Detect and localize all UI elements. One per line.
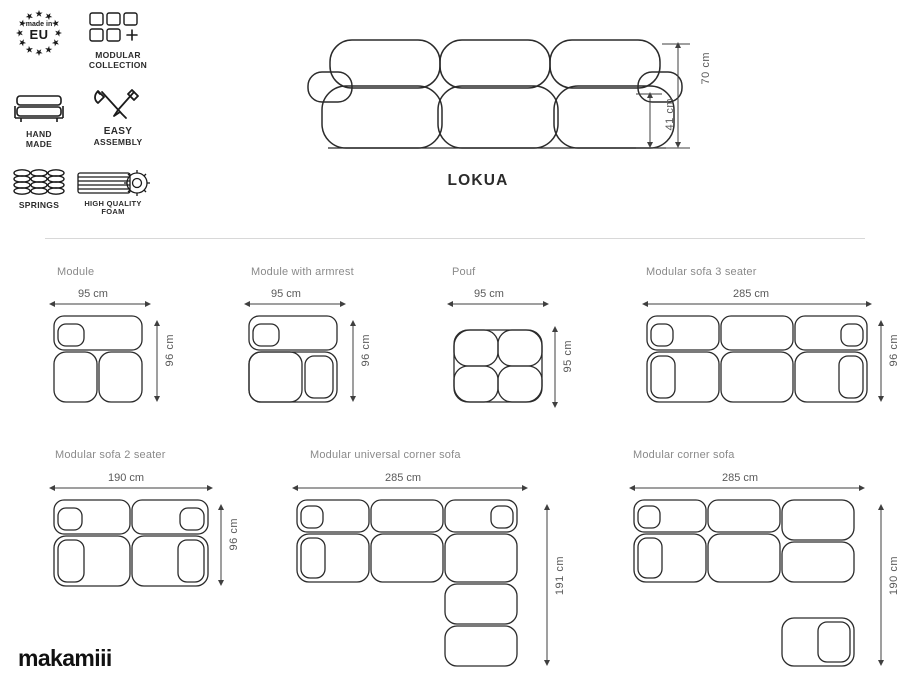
diagram-modular-sofa-2-seater bbox=[50, 496, 212, 591]
item-label-module-with-armrest: Module with armrest bbox=[251, 266, 354, 278]
dimension-depth-2-seater bbox=[214, 500, 228, 590]
depth-label-module-armrest: 96 cm bbox=[360, 334, 372, 367]
badge-hand-made bbox=[10, 90, 68, 149]
hero-seat-height-label: 41 cm bbox=[664, 98, 676, 131]
dimension-depth-module bbox=[150, 316, 164, 406]
foam-roll-icon bbox=[70, 168, 156, 198]
hero-total-height-label: 70 cm bbox=[700, 52, 712, 85]
dimension-depth-corner-sofa bbox=[874, 500, 888, 670]
diagram-pouf bbox=[450, 326, 546, 406]
badge-made-in-eu bbox=[8, 8, 70, 58]
dimension-depth-pouf bbox=[548, 322, 562, 412]
depth-label-universal-corner: 191 cm bbox=[554, 556, 566, 596]
badge-springs bbox=[8, 166, 70, 211]
hero-dimension-total-height bbox=[660, 36, 700, 156]
diagram-modular-corner-sofa bbox=[630, 496, 864, 672]
diagram-module bbox=[50, 312, 148, 407]
depth-label-module: 96 cm bbox=[164, 334, 176, 367]
width-label-corner-sofa: 285 cm bbox=[722, 472, 759, 484]
item-label-universal-corner: Modular universal corner sofa bbox=[310, 449, 461, 461]
badge-springs-caption: SPRINGS bbox=[18, 200, 60, 210]
depth-label-corner-sofa: 190 cm bbox=[888, 556, 900, 596]
diagram-modular-sofa-3-seater bbox=[643, 312, 871, 407]
depth-label-pouf: 95 cm bbox=[562, 340, 574, 373]
width-label-module: 95 cm bbox=[78, 288, 108, 300]
width-label-universal-corner: 285 cm bbox=[385, 472, 422, 484]
depth-label-3-seater: 96 cm bbox=[888, 334, 900, 367]
width-label-3-seater: 285 cm bbox=[733, 288, 770, 300]
tools-icon bbox=[80, 88, 156, 124]
badge-high-quality-foam bbox=[70, 168, 156, 217]
section-divider bbox=[45, 238, 865, 239]
brand-logo bbox=[18, 645, 112, 672]
sofa-icon bbox=[10, 90, 68, 126]
dimension-depth-universal-corner bbox=[540, 500, 554, 670]
item-label-module: Module bbox=[57, 266, 95, 278]
hero-dimension-seat-height bbox=[628, 88, 664, 154]
brand-dots: ii bbox=[100, 645, 112, 671]
diagram-module-with-armrest bbox=[245, 312, 343, 407]
badge-easy-assembly bbox=[80, 88, 156, 148]
springs-icon bbox=[8, 166, 70, 198]
badge-made-in-eu-caption: made in EU bbox=[25, 21, 53, 43]
brand-name: makami bbox=[18, 645, 101, 671]
item-label-modular-sofa-2-seater: Modular sofa 2 seater bbox=[55, 449, 166, 461]
badge-hand-made-caption: HAND MADE bbox=[25, 129, 53, 149]
badge-modular-collection bbox=[80, 10, 156, 70]
item-label-modular-sofa-3-seater: Modular sofa 3 seater bbox=[646, 266, 757, 278]
width-label-module-armrest: 95 cm bbox=[271, 288, 301, 300]
diagram-universal-corner-sofa bbox=[293, 496, 527, 672]
product-title: LOKUA bbox=[447, 172, 509, 189]
badge-high-quality-foam-caption: HIGH QUALITY FOAM bbox=[84, 199, 142, 217]
width-label-2-seater: 190 cm bbox=[108, 472, 145, 484]
badge-easy-assembly-caption: EASY ASSEMBLY bbox=[93, 126, 143, 148]
width-label-pouf: 95 cm bbox=[474, 288, 504, 300]
depth-label-2-seater: 96 cm bbox=[228, 518, 240, 551]
dimension-depth-3-seater bbox=[874, 316, 888, 406]
modular-squares-icon bbox=[80, 10, 156, 50]
badge-modular-collection-caption: MODULAR COLLECTION bbox=[88, 50, 148, 70]
eu-stars-icon bbox=[8, 8, 70, 58]
dimension-depth-module-armrest bbox=[346, 316, 360, 406]
item-label-corner-sofa: Modular corner sofa bbox=[633, 449, 735, 461]
item-label-pouf: Pouf bbox=[452, 266, 476, 278]
badge-group bbox=[0, 0, 160, 232]
